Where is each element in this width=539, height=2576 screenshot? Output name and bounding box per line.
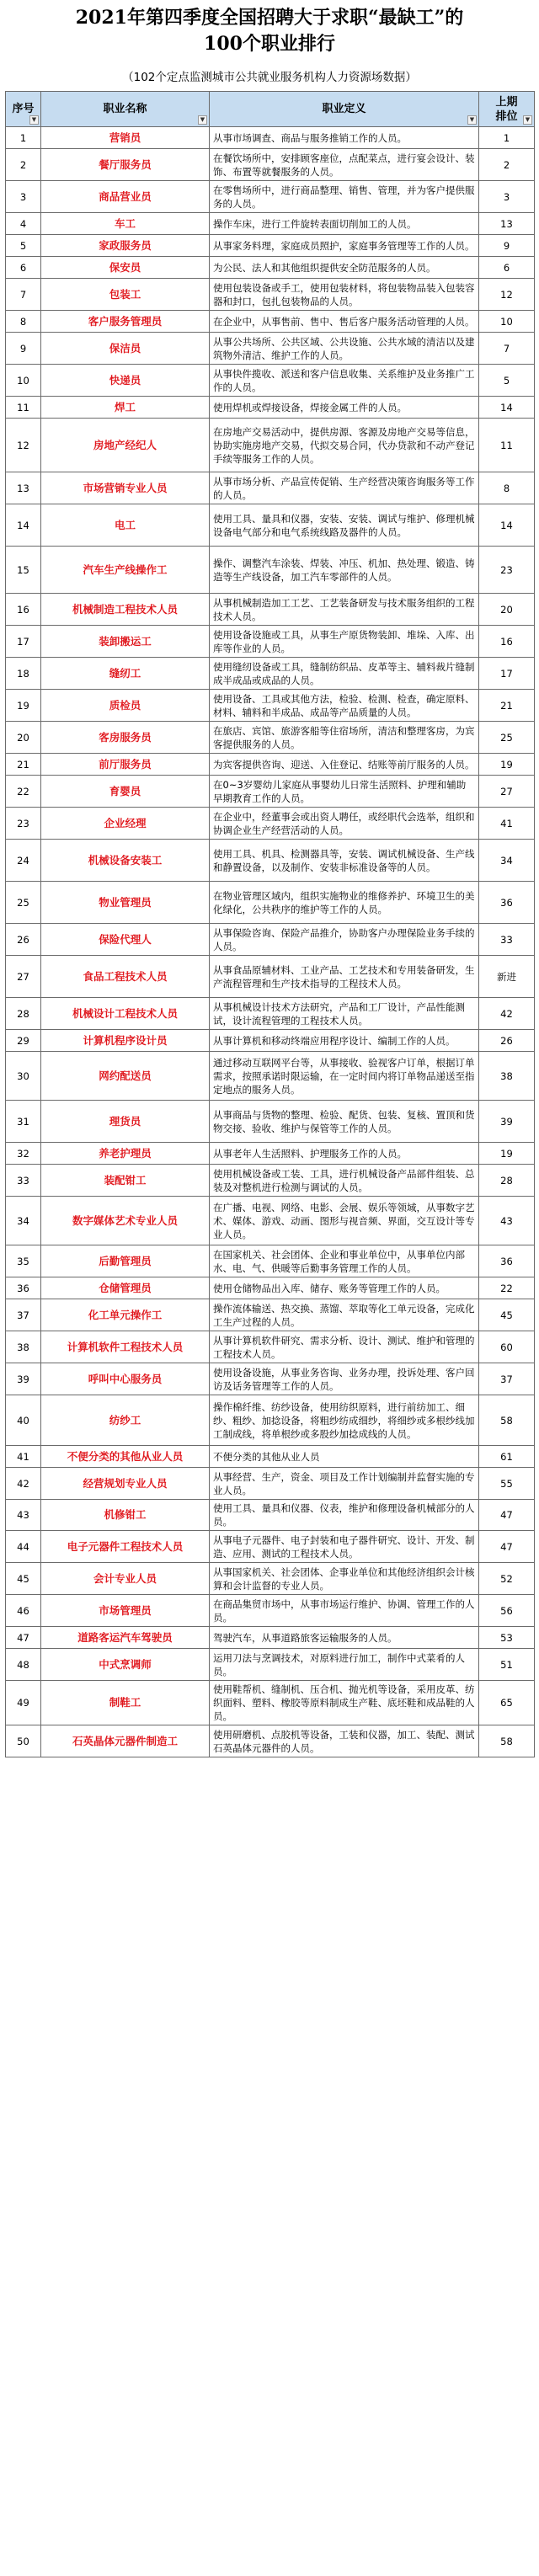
table-row xyxy=(6,397,535,419)
occupation-definition: 在国家机关、社会团体、企业和事业单位中，从事单位内部水、电、气、供暖等后勤事务管理工作的人员。 xyxy=(210,1245,479,1277)
table-row xyxy=(6,311,535,333)
previous-rank: 22 xyxy=(479,1277,535,1299)
previous-rank: 19 xyxy=(479,754,535,776)
table-row xyxy=(6,776,535,808)
table-row xyxy=(6,1331,535,1363)
occupation-name: 电工 xyxy=(41,504,210,547)
filter-dropdown-icon[interactable]: ▼ xyxy=(467,115,477,125)
occupation-name: 呼叫中心服务员 xyxy=(41,1363,210,1395)
occupation-name: 仓储管理员 xyxy=(41,1277,210,1299)
occupation-definition: 从事商品与货物的整理、检验、配货、包装、复核、置顶和货物交接、验收、维护与保管等工作的人员。 xyxy=(210,1101,479,1143)
previous-rank: 3 xyxy=(479,181,535,213)
occupation-name: 保安员 xyxy=(41,257,210,279)
table-row xyxy=(6,472,535,504)
occupation-definition: 使用仓储物品出入库、储存、账务等管理工作的人员。 xyxy=(210,1277,479,1299)
row-number: 48 xyxy=(6,1649,41,1681)
occupation-name: 保险代理人 xyxy=(41,924,210,956)
previous-rank: 7 xyxy=(479,333,535,365)
occupation-name: 前厅服务员 xyxy=(41,754,210,776)
table-row xyxy=(6,1363,535,1395)
row-number: 20 xyxy=(6,722,41,754)
occupation-definition: 从事经营、生产，资金、项目及工作计划编制并监督实施的专业人员。 xyxy=(210,1468,479,1500)
occupation-name: 营销员 xyxy=(41,127,210,149)
occupation-definition: 从事老年人生活照料、护理服务工作的人员。 xyxy=(210,1143,479,1165)
occupation-definition: 在企业中，从事售前、售中、售后客户服务活动管理的人员。 xyxy=(210,311,479,333)
row-number: 5 xyxy=(6,235,41,257)
previous-rank: 45 xyxy=(479,1299,535,1331)
previous-rank: 51 xyxy=(479,1649,535,1681)
occupation-name: 石英晶体元器件制造工 xyxy=(41,1725,210,1757)
occupation-definition: 使用工具、量具和仪器，安装、安装、调试与维护、修理机械设备电气部分和电气系统线路及器件的人员。 xyxy=(210,504,479,547)
row-number: 39 xyxy=(6,1363,41,1395)
table-row xyxy=(6,1143,535,1165)
occupation-name: 食品工程技术人员 xyxy=(41,956,210,998)
occupation-definition: 使用设备设施或工具，从事生产原货物装卸、堆垛、入库、出库等作业的人员。 xyxy=(210,626,479,658)
row-number: 17 xyxy=(6,626,41,658)
previous-rank: 36 xyxy=(479,1245,535,1277)
table-row xyxy=(6,1197,535,1245)
row-number: 6 xyxy=(6,257,41,279)
previous-rank: 58 xyxy=(479,1395,535,1446)
row-number: 8 xyxy=(6,311,41,333)
table-row xyxy=(6,257,535,279)
occupation-name: 经营规划专业人员 xyxy=(41,1468,210,1500)
table-row xyxy=(6,882,535,924)
occupation-definition: 使用工具、机具、检测器具等，安装、调试机械设备、生产线和静置设备，以及制作、安装非标准设备等的人员。 xyxy=(210,840,479,882)
occupation-definition: 从事食品原辅材料、工业产品、工艺技术和专用装备研发，生产流程管理和生产技术指导的工程技术人员。 xyxy=(210,956,479,998)
row-number: 18 xyxy=(6,658,41,690)
occupation-definition: 从事市场调查、商品与服务推销工作的人员。 xyxy=(210,127,479,149)
occupation-name: 企业经理 xyxy=(41,808,210,840)
previous-rank: 6 xyxy=(479,257,535,279)
table-row xyxy=(6,127,535,149)
row-number: 50 xyxy=(6,1725,41,1757)
filter-dropdown-icon[interactable]: ▼ xyxy=(198,115,207,125)
column-header-rank[interactable] xyxy=(479,92,535,127)
occupation-table xyxy=(5,91,535,1757)
table-row xyxy=(6,235,535,257)
occupation-definition: 在广播、电视、网络、电影、会展、娱乐等领域，从事数字艺术、媒体、游戏、动画、图形与视音频、界面，交互设计等专业人员。 xyxy=(210,1197,479,1245)
occupation-definition: 在0~3岁婴幼儿家庭从事婴幼儿日常生活照料、护理和辅助早期教育工作的人员。 xyxy=(210,776,479,808)
table-row xyxy=(6,149,535,181)
previous-rank: 9 xyxy=(479,235,535,257)
previous-rank: 41 xyxy=(479,808,535,840)
occupation-name: 养老护理员 xyxy=(41,1143,210,1165)
occupation-name: 机械设备安装工 xyxy=(41,840,210,882)
occupation-definition: 从事公共场所、公共区域、公共设施、公共水域的清洁以及建筑物外清洁、维护工作的人员。 xyxy=(210,333,479,365)
occupation-definition: 使用研磨机、点胶机等设备，工装和仪器，加工、装配、测试石英晶体元器件的人员。 xyxy=(210,1725,479,1757)
table-body xyxy=(6,127,535,1757)
occupation-definition: 从事市场分析、产品宣传促销、生产经营决策咨询服务等工作的人员。 xyxy=(210,472,479,504)
previous-rank: 38 xyxy=(479,1052,535,1101)
previous-rank: 5 xyxy=(479,365,535,397)
table-row xyxy=(6,808,535,840)
row-number: 32 xyxy=(6,1143,41,1165)
row-number: 14 xyxy=(6,504,41,547)
occupation-name: 快递员 xyxy=(41,365,210,397)
occupation-name: 房地产经纪人 xyxy=(41,419,210,472)
occupation-name: 化工单元操作工 xyxy=(41,1299,210,1331)
previous-rank: 56 xyxy=(479,1595,535,1627)
table-row xyxy=(6,1563,535,1595)
occupation-name: 不便分类的其他从业人员 xyxy=(41,1446,210,1468)
occupation-definition: 使用设备、工具或其他方法，检验、检测、检查，确定原料、材料、辅料和半成品、成品等产品质量的人员。 xyxy=(210,690,479,722)
occupation-definition: 操作、调整汽车涂装、焊装、冲压、机加、热处理、锻造、铸造等生产线设备，加工汽车零部件的人员。 xyxy=(210,547,479,594)
occupation-name: 机械设计工程技术人员 xyxy=(41,998,210,1030)
occupation-name: 网约配送员 xyxy=(41,1052,210,1101)
previous-rank: 21 xyxy=(479,690,535,722)
filter-dropdown-icon[interactable]: ▼ xyxy=(29,115,39,125)
occupation-definition: 从事机械制造加工工艺、工艺装备研发与技术服务组织的工程技术人员。 xyxy=(210,594,479,626)
previous-rank: 36 xyxy=(479,882,535,924)
occupation-definition: 为宾客提供咨询、迎送、入住登记、结账等前厅服务的人员。 xyxy=(210,754,479,776)
previous-rank: 14 xyxy=(479,504,535,547)
previous-rank: 39 xyxy=(479,1101,535,1143)
occupation-definition: 在旅店、宾馆、旅游客船等住宿场所，清洁和整理客房，为宾客提供服务的人员。 xyxy=(210,722,479,754)
table-row xyxy=(6,419,535,472)
previous-rank: 新进 xyxy=(479,956,535,998)
previous-rank: 16 xyxy=(479,626,535,658)
occupation-name: 家政服务员 xyxy=(41,235,210,257)
row-number: 46 xyxy=(6,1595,41,1627)
occupation-name: 焊工 xyxy=(41,397,210,419)
occupation-definition: 不便分类的其他从业人员 xyxy=(210,1446,479,1468)
table-row xyxy=(6,840,535,882)
filter-dropdown-icon[interactable]: ▼ xyxy=(523,115,532,125)
table-header-row xyxy=(6,92,535,127)
previous-rank: 26 xyxy=(479,1030,535,1052)
page-subtitle: （102个定点监测城市公共就业服务机构人力资源场数据） xyxy=(122,71,417,84)
table-row xyxy=(6,1395,535,1446)
occupation-name: 制鞋工 xyxy=(41,1681,210,1725)
occupation-definition: 从事电子元器件、电子封装和电子器件研究、设计、开发、制造、应用、测试的工程技术人员。 xyxy=(210,1531,479,1563)
occupation-definition: 操作棉纤维、纺纱设备，使用纺织原料，进行前纺加工、细纱、粗纱、加捻设备，将粗纱纺成细纱，将细纱或多根纱线加工制成线，将单根纱或多股纱加捻成线的人员。 xyxy=(210,1395,479,1446)
row-number: 35 xyxy=(6,1245,41,1277)
table-row xyxy=(6,1101,535,1143)
table-row xyxy=(6,1245,535,1277)
occupation-definition: 在企业中，经董事会或出资人聘任，或经职代会选举，组织和协调企业生产经营活动的人员。 xyxy=(210,808,479,840)
previous-rank: 23 xyxy=(479,547,535,594)
occupation-name: 道路客运汽车驾驶员 xyxy=(41,1627,210,1649)
occupation-name: 机修钳工 xyxy=(41,1500,210,1531)
occupation-definition: 从事国家机关、社会团体、企事业单位和其他经济组织会计核算和会计监督的专业人员。 xyxy=(210,1563,479,1595)
previous-rank: 25 xyxy=(479,722,535,754)
previous-rank: 11 xyxy=(479,419,535,472)
row-number: 22 xyxy=(6,776,41,808)
row-number: 33 xyxy=(6,1165,41,1197)
previous-rank: 19 xyxy=(479,1143,535,1165)
occupation-name: 餐厅服务员 xyxy=(41,149,210,181)
row-number: 43 xyxy=(6,1500,41,1531)
table-row xyxy=(6,1165,535,1197)
occupation-name: 育婴员 xyxy=(41,776,210,808)
row-number: 41 xyxy=(6,1446,41,1468)
row-number: 15 xyxy=(6,547,41,594)
row-number: 7 xyxy=(6,279,41,311)
row-number: 9 xyxy=(6,333,41,365)
occupation-name: 市场管理员 xyxy=(41,1595,210,1627)
previous-rank: 10 xyxy=(479,311,535,333)
table-row xyxy=(6,998,535,1030)
row-number: 4 xyxy=(6,213,41,235)
occupation-name: 计算机软件工程技术人员 xyxy=(41,1331,210,1363)
previous-rank: 1 xyxy=(479,127,535,149)
column-header-rank-line-2: 排位 xyxy=(495,109,518,123)
table-row xyxy=(6,279,535,311)
table-row xyxy=(6,594,535,626)
table-row xyxy=(6,1030,535,1052)
occupation-name: 电子元器件工程技术人员 xyxy=(41,1531,210,1563)
row-number: 3 xyxy=(6,181,41,213)
previous-rank: 61 xyxy=(479,1446,535,1468)
row-number: 12 xyxy=(6,419,41,472)
table-row xyxy=(6,1681,535,1725)
previous-rank: 53 xyxy=(479,1627,535,1649)
table-row xyxy=(6,181,535,213)
row-number: 24 xyxy=(6,840,41,882)
table-row xyxy=(6,626,535,658)
row-number: 31 xyxy=(6,1101,41,1143)
table-row xyxy=(6,547,535,594)
occupation-name: 汽车生产线操作工 xyxy=(41,547,210,594)
occupation-name: 质检员 xyxy=(41,690,210,722)
occupation-definition: 从事机械设计技术方法研究，产品和工厂设计，产品性能测试，设计流程管理的工程技术人员。 xyxy=(210,998,479,1030)
title-line-1: 2021年第四季度全国招聘大于求职“最缺工”的 xyxy=(75,7,464,29)
previous-rank: 55 xyxy=(479,1468,535,1500)
table-row xyxy=(6,504,535,547)
previous-rank: 43 xyxy=(479,1197,535,1245)
occupation-definition: 为公民、法人和其他组织提供安全防范服务的人员。 xyxy=(210,257,479,279)
occupation-definition: 使用设备设施，从事业务咨询、业务办理，投诉处理、客户回访及话务管理等工作的人员。 xyxy=(210,1363,479,1395)
row-number: 30 xyxy=(6,1052,41,1101)
table-row xyxy=(6,1052,535,1101)
occupation-definition: 在零售场所中，进行商品整理、销售、管理，并为客户提供服务的人员。 xyxy=(210,181,479,213)
row-number: 38 xyxy=(6,1331,41,1363)
table-row xyxy=(6,1299,535,1331)
row-number: 2 xyxy=(6,149,41,181)
table-row xyxy=(6,1446,535,1468)
row-number: 23 xyxy=(6,808,41,840)
table-row xyxy=(6,924,535,956)
table-row xyxy=(6,1531,535,1563)
row-number: 42 xyxy=(6,1468,41,1500)
occupation-name: 缝纫工 xyxy=(41,658,210,690)
row-number: 21 xyxy=(6,754,41,776)
row-number: 45 xyxy=(6,1563,41,1595)
previous-rank: 42 xyxy=(479,998,535,1030)
occupation-name: 保洁员 xyxy=(41,333,210,365)
row-number: 1 xyxy=(6,127,41,149)
table-row xyxy=(6,1277,535,1299)
occupation-name: 数字媒体艺术专业人员 xyxy=(41,1197,210,1245)
row-number: 40 xyxy=(6,1395,41,1446)
previous-rank: 47 xyxy=(479,1531,535,1563)
occupation-name: 装卸搬运工 xyxy=(41,626,210,658)
table-row xyxy=(6,690,535,722)
occupation-name: 物业管理员 xyxy=(41,882,210,924)
previous-rank: 47 xyxy=(479,1500,535,1531)
occupation-definition: 在物业管理区域内，组织实施物业的维修养护、环境卫生的美化绿化，公共秩序的维护等工作的人员。 xyxy=(210,882,479,924)
occupation-name: 纺纱工 xyxy=(41,1395,210,1446)
occupation-definition: 使用缝纫设备或工具，缝制纺织品、皮革等主、辅料裁片缝制成半成品或成品的人员。 xyxy=(210,658,479,690)
occupation-name: 车工 xyxy=(41,213,210,235)
occupation-definition: 运用刀法与烹调技术，对原料进行加工，制作中式菜肴的人员。 xyxy=(210,1649,479,1681)
previous-rank: 8 xyxy=(479,472,535,504)
occupation-name: 中式烹调师 xyxy=(41,1649,210,1681)
row-number: 13 xyxy=(6,472,41,504)
previous-rank: 33 xyxy=(479,924,535,956)
occupation-name: 理货员 xyxy=(41,1101,210,1143)
previous-rank: 58 xyxy=(479,1725,535,1757)
previous-rank: 28 xyxy=(479,1165,535,1197)
occupation-definition: 使用工具、量具和仪器、仪表，维护和修理设备机械部分的人员。 xyxy=(210,1500,479,1531)
occupation-definition: 驾驶汽车，从事道路旅客运输服务的人员。 xyxy=(210,1627,479,1649)
row-number: 27 xyxy=(6,956,41,998)
table-row xyxy=(6,1468,535,1500)
occupation-name: 商品营业员 xyxy=(41,181,210,213)
row-number: 37 xyxy=(6,1299,41,1331)
occupation-definition: 通过移动互联网平台等，从事接收、验视客户订单，根据订单需求，按照承诺时限运输，在一定时间内将订单物品递送至指定地点的服务人员。 xyxy=(210,1052,479,1101)
row-number: 11 xyxy=(6,397,41,419)
occupation-definition: 使用焊机或焊接设备，焊接金属工件的人员。 xyxy=(210,397,479,419)
occupation-name: 客房服务员 xyxy=(41,722,210,754)
previous-rank: 12 xyxy=(479,279,535,311)
occupation-name: 市场营销专业人员 xyxy=(41,472,210,504)
previous-rank: 2 xyxy=(479,149,535,181)
page-title xyxy=(0,0,539,66)
column-header-no-label: 序号 xyxy=(12,103,35,115)
occupation-definition: 在餐饮场所中，安排顾客座位，点配菜点，进行宴会设计、装饰、布置等就餐服务的人员。 xyxy=(210,149,479,181)
row-number: 10 xyxy=(6,365,41,397)
table-row xyxy=(6,213,535,235)
occupation-definition: 使用包装设备或手工，使用包装材料，将包装物品装入包装容器和封口，包扎包装物品的人员。 xyxy=(210,279,479,311)
occupation-definition: 从事计算机软件研究、需求分析、设计、测试、维护和管理的工程技术人员。 xyxy=(210,1331,479,1363)
occupation-definition: 从事保险咨询、保险产品推介，协助客户办理保险业务手续的人员。 xyxy=(210,924,479,956)
table-row xyxy=(6,956,535,998)
occupation-definition: 在商品集贸市场中，从事市场运行维护、协调、管理工作的人员。 xyxy=(210,1595,479,1627)
occupation-name: 后勤管理员 xyxy=(41,1245,210,1277)
table-row xyxy=(6,1725,535,1757)
column-header-name-label: 职业名称 xyxy=(103,103,147,115)
occupation-definition: 使用机械设备或工装、工具，进行机械设备产品部件组装、总装及对整机进行检测与调试的人员。 xyxy=(210,1165,479,1197)
row-number: 29 xyxy=(6,1030,41,1052)
previous-rank: 14 xyxy=(479,397,535,419)
row-number: 49 xyxy=(6,1681,41,1725)
occupation-definition: 操作流体输送、热交换、蒸馏、萃取等化工单元设备，完成化工生产过程的人员。 xyxy=(210,1299,479,1331)
previous-rank: 27 xyxy=(479,776,535,808)
row-number: 36 xyxy=(6,1277,41,1299)
previous-rank: 65 xyxy=(479,1681,535,1725)
occupation-definition: 从事家务料理，家庭成员照护，家庭事务管理等工作的人员。 xyxy=(210,235,479,257)
occupation-definition: 从事计算机和移动终端应用程序设计、编制工作的人员。 xyxy=(210,1030,479,1052)
occupation-definition: 操作车床，进行工件旋转表面切削加工的人员。 xyxy=(210,213,479,235)
table-row xyxy=(6,1649,535,1681)
column-header-rank-line-1: 上期 xyxy=(495,95,518,109)
table-row xyxy=(6,722,535,754)
previous-rank: 17 xyxy=(479,658,535,690)
row-number: 16 xyxy=(6,594,41,626)
column-header-definition[interactable] xyxy=(210,92,479,127)
column-header-name[interactable] xyxy=(41,92,210,127)
column-header-no[interactable] xyxy=(6,92,41,127)
occupation-name: 装配钳工 xyxy=(41,1165,210,1197)
previous-rank: 37 xyxy=(479,1363,535,1395)
row-number: 47 xyxy=(6,1627,41,1649)
occupation-name: 会计专业人员 xyxy=(41,1563,210,1595)
table-row xyxy=(6,1500,535,1531)
row-number: 26 xyxy=(6,924,41,956)
row-number: 25 xyxy=(6,882,41,924)
column-header-definition-label: 职业定义 xyxy=(322,103,366,115)
row-number: 34 xyxy=(6,1197,41,1245)
previous-rank: 20 xyxy=(479,594,535,626)
table-row xyxy=(6,1627,535,1649)
occupation-definition: 从事快件揽收、派送和客户信息收集、关系维护及业务推广工作的人员。 xyxy=(210,365,479,397)
table-row xyxy=(6,333,535,365)
occupation-definition: 在房地产交易活动中，提供房源、客源及房地产交易等信息，协助实施房地产交易，代拟交易合同，代办贷款和不动产登记手续等服务工作的人员。 xyxy=(210,419,479,472)
title-line-2: 100个职业排行 xyxy=(204,33,335,55)
table-row xyxy=(6,365,535,397)
previous-rank: 60 xyxy=(479,1331,535,1363)
table-row xyxy=(6,658,535,690)
occupation-name: 包装工 xyxy=(41,279,210,311)
table-row xyxy=(6,754,535,776)
occupation-name: 机械制造工程技术人员 xyxy=(41,594,210,626)
table-row xyxy=(6,1595,535,1627)
previous-rank: 34 xyxy=(479,840,535,882)
previous-rank: 13 xyxy=(479,213,535,235)
row-number: 19 xyxy=(6,690,41,722)
occupation-name: 客户服务管理员 xyxy=(41,311,210,333)
row-number: 44 xyxy=(6,1531,41,1563)
occupation-definition: 使用鞋帮机、缝制机、压合机、抛光机等设备，采用皮革、纺织面料、塑料、橡胶等原料制成生产鞋、底坯鞋和成品鞋的人员。 xyxy=(210,1681,479,1725)
occupation-name: 计算机程序设计员 xyxy=(41,1030,210,1052)
previous-rank: 52 xyxy=(479,1563,535,1595)
row-number: 28 xyxy=(6,998,41,1030)
